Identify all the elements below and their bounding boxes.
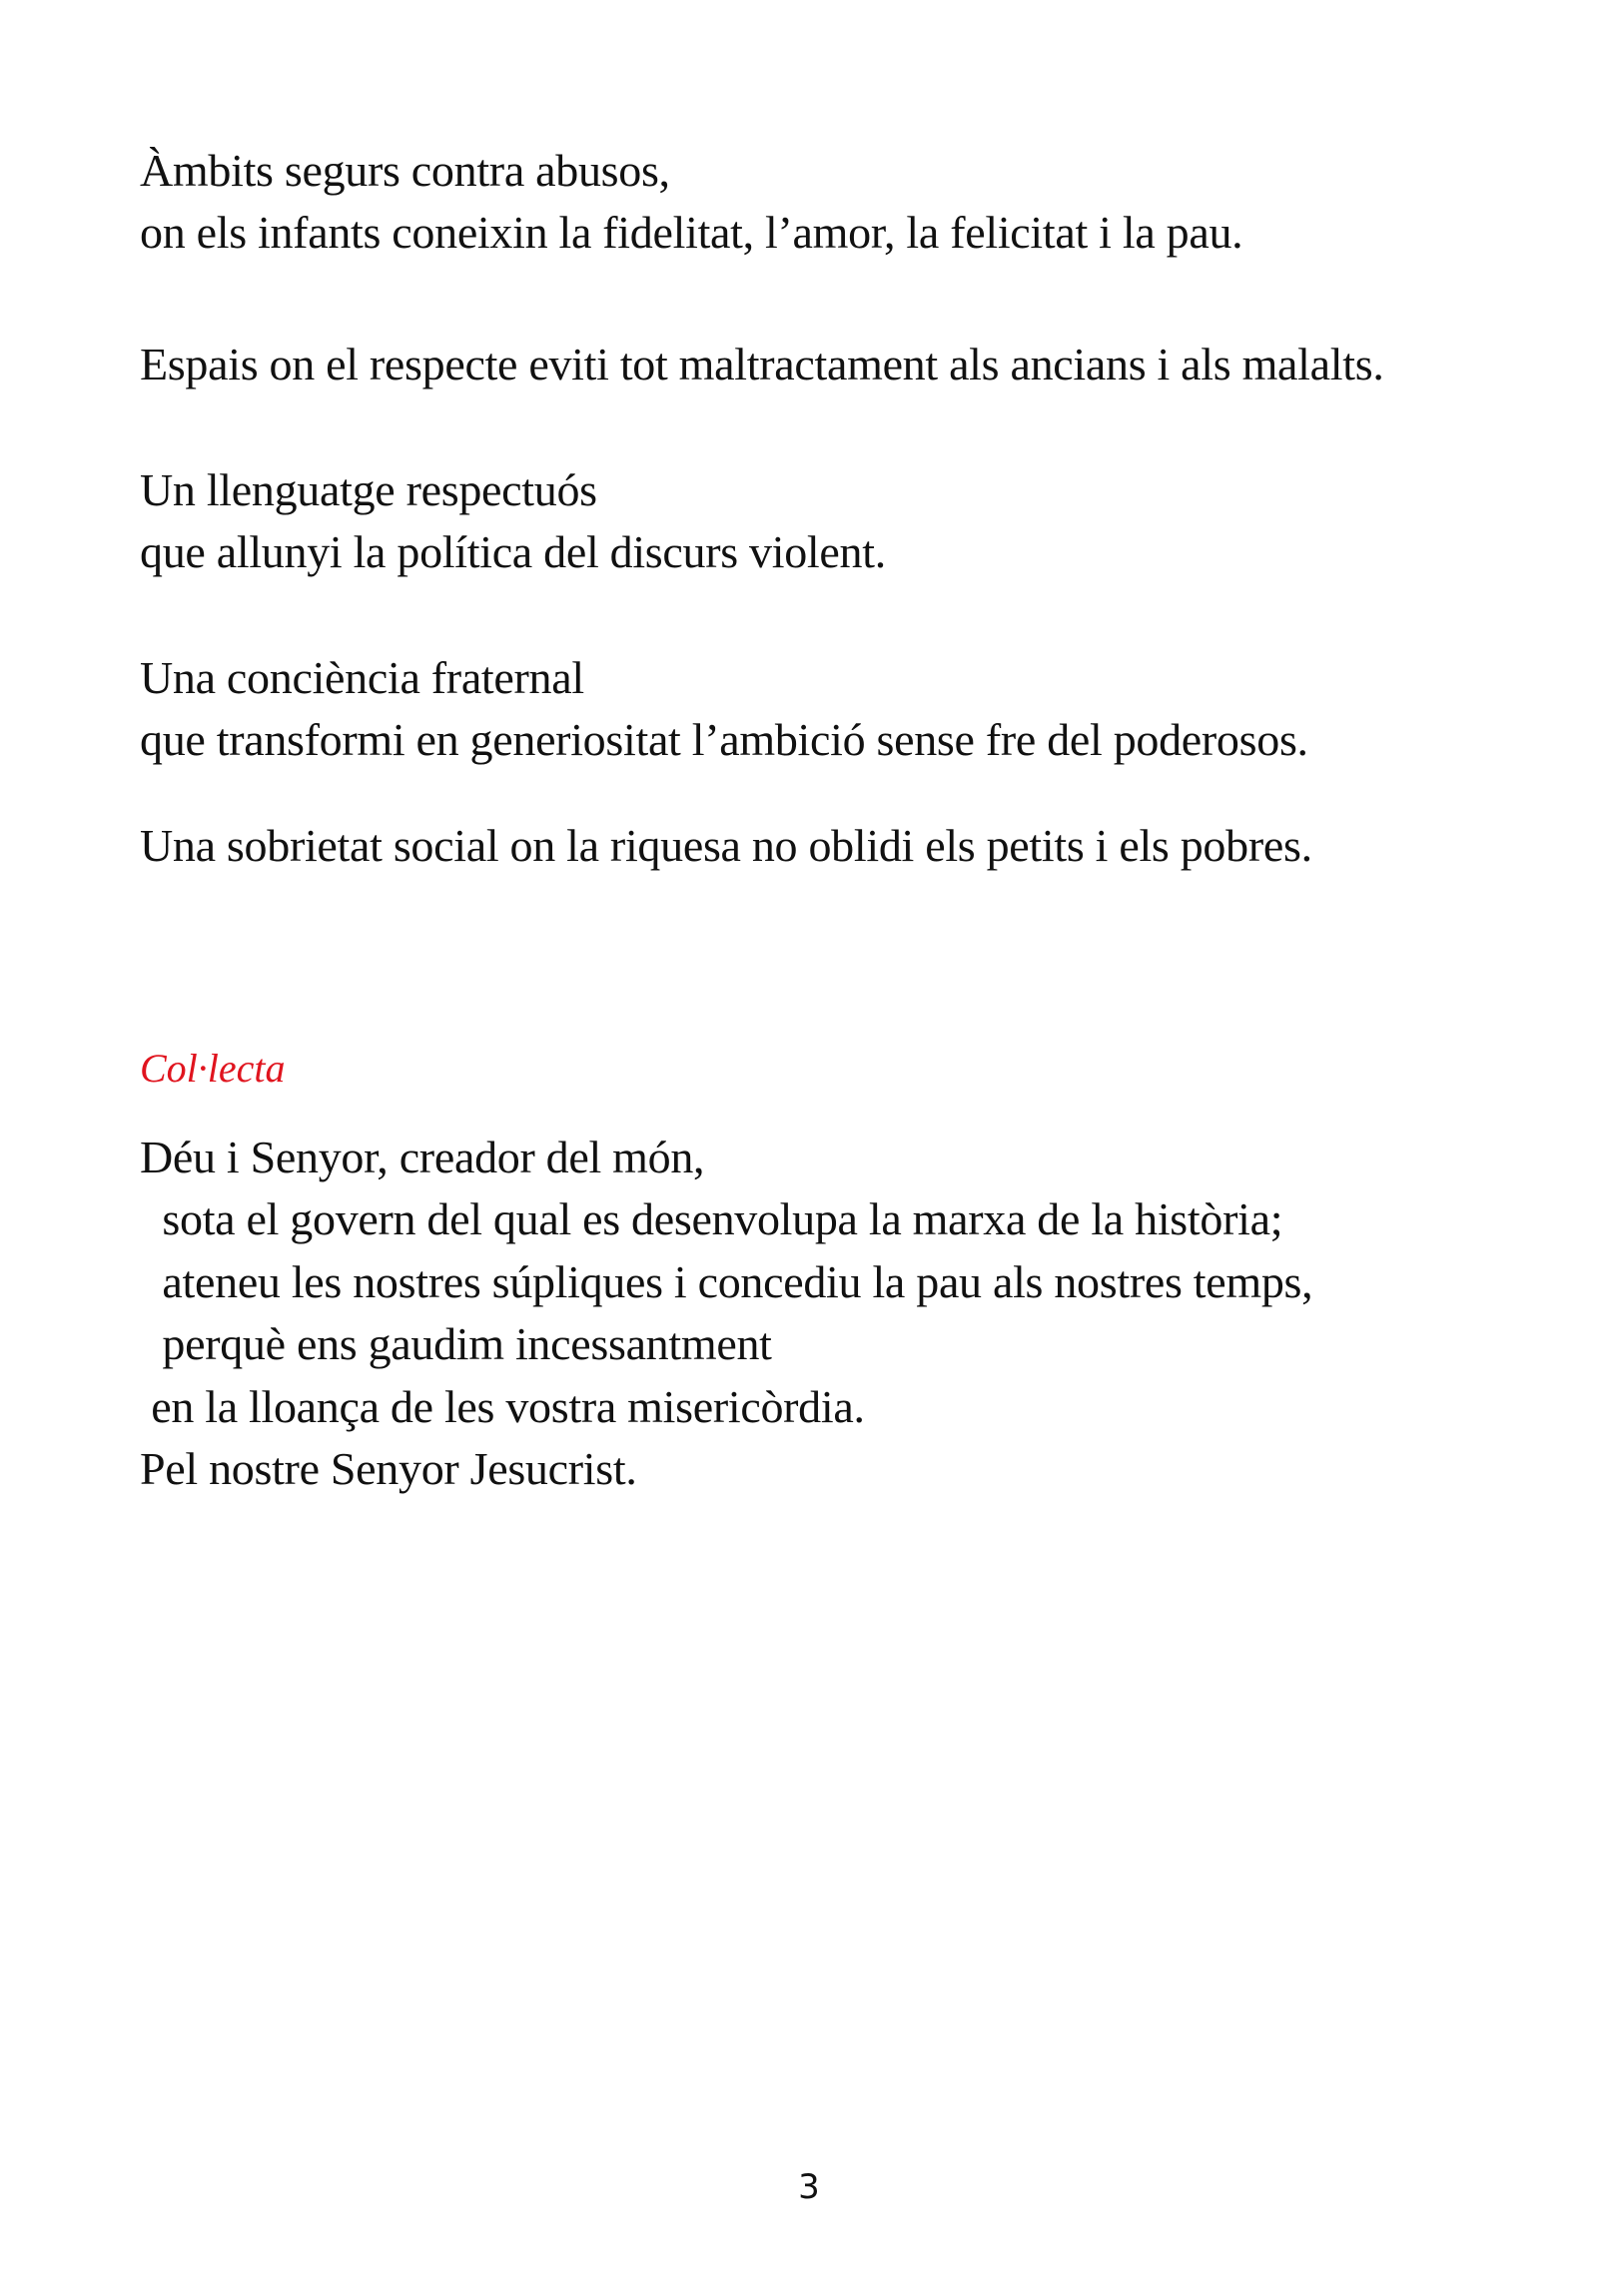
page-number: 3 — [798, 2167, 820, 2207]
prayer-line: en la lloança de les vostra misericòrdia. — [140, 1381, 865, 1432]
section-heading-collect: Col·lecta — [140, 1046, 286, 1091]
text-line: on els infants coneixin la fidelitat, l’amor, la felicitat i la pau. — [140, 207, 1243, 258]
prayer-line: perquè ens gaudim incessantment — [140, 1318, 772, 1369]
text-line: Un llenguatge respectuós — [140, 464, 597, 515]
text-line: que allunyi la política del discurs violent. — [140, 526, 886, 577]
prayer-line: ateneu les nostres súpliques i concediu la pau als nostres temps, — [140, 1256, 1313, 1307]
text-line: Espais on el respecte eviti tot maltractament als ancians i als malalts. — [140, 339, 1384, 389]
prayer-line: sota el govern del qual es desenvolupa la marxa de la història; — [140, 1193, 1283, 1244]
text-line: Àmbits segurs contra abusos, — [140, 145, 670, 196]
text-line: Una sobrietat social on la riquesa no oblidi els petits i els pobres. — [140, 820, 1312, 871]
text-line: Una conciència fraternal — [140, 652, 584, 703]
prayer-line: Déu i Senyor, creador del món, — [140, 1132, 705, 1182]
prayer-line: Pel nostre Senyor Jesucrist. — [140, 1443, 637, 1494]
text-line: que transformi en generiositat l’ambició sense fre del poderosos. — [140, 714, 1308, 765]
